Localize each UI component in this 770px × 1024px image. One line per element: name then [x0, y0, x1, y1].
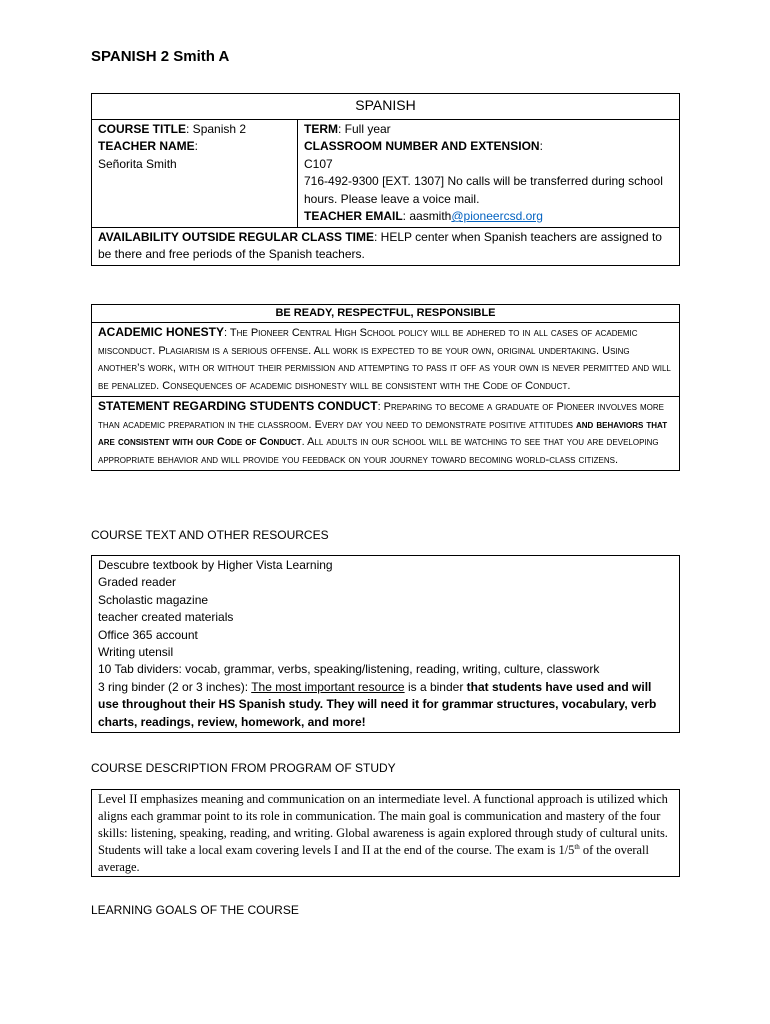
resource-item: teacher created materials	[98, 610, 234, 625]
binder-resource	[98, 679, 673, 731]
student-conduct-text-1: : Preparing to become a graduate of Pioneer involves more than academic preparation in the classroom. Every day you need to demonstrate positive attitudes	[98, 401, 665, 431]
academic-honesty-cell	[92, 323, 680, 397]
description-label: COURSE DESCRIPTION FROM PROGRAM OF STUDY	[91, 761, 396, 775]
page-title: SPANISH 2 Smith A	[91, 48, 230, 65]
academic-honesty-label: ACADEMIC HONESTY	[98, 325, 225, 339]
resource-item: Writing utensil	[98, 645, 174, 660]
student-conduct-text-2: . All adults in our school will be watching to see that you are developing appropriate behavior and will provide you feedback on your journey toward becoming world-class citizens.	[98, 436, 659, 466]
term-label: TERM	[304, 121, 338, 136]
resources-box	[91, 555, 680, 733]
student-conduct-cell	[92, 397, 680, 471]
classroom-label: CLASSROOM NUMBER AND EXTENSION	[304, 139, 540, 153]
course-teacher-cell	[92, 119, 298, 227]
phone-extension: 716-492-9300 [EXT. 1307] No calls will be transferred during school hours. Please leave a voice mail.	[304, 174, 663, 206]
resource-item: Descubre textbook by Higher Vista Learning	[98, 558, 333, 572]
description-superscript: th	[574, 842, 580, 851]
student-conduct-bold: and behaviors that are consistent with our Code of Conduct	[98, 418, 668, 448]
teacher-email-prefix: : aasmith	[402, 209, 452, 223]
resource-item: 10 Tab dividers: vocab, grammar, verbs, speaking/listening, reading, writing, culture, classwork	[98, 662, 600, 677]
term-line	[304, 121, 673, 139]
teacher-name-label: TEACHER NAME	[98, 139, 195, 153]
teacher-name-value: Señorita Smith	[98, 156, 177, 171]
course-title-line	[98, 121, 291, 139]
binder-prefix: 3 ring binder (2 or 3 inches):	[98, 679, 252, 694]
term-classroom-cell	[298, 119, 680, 227]
resources-label: COURSE TEXT AND OTHER RESOURCES	[91, 528, 329, 542]
description-text-end: of the overall average.	[98, 843, 649, 874]
course-title-label: COURSE TITLE	[98, 121, 187, 136]
availability-cell	[92, 227, 680, 265]
availability-label: AVAILABILITY OUTSIDE REGULAR CLASS TIME	[98, 229, 375, 244]
student-conduct-label: STATEMENT REGARDING STUDENTS CONDUCT	[98, 399, 378, 413]
teacher-name-line	[98, 138, 291, 156]
resource-item: Scholastic magazine	[98, 592, 209, 607]
info-table-header: SPANISH	[92, 94, 680, 120]
resource-item: Office 365 account	[98, 627, 198, 642]
description-box	[91, 789, 680, 877]
course-title-value: : Spanish 2	[186, 121, 247, 136]
academic-honesty-text: : The Pioneer Central High School policy will be adhered to in all cases of academic misconduct. Plagiarism is a serious offense. All work is expected to be your own, original undertaking. Using another’s work, with or without their permission and attempting to pass it off as your own is never permitted and will be penalized. Consequences of academic dishonesty will be consistent with the Code of Conduct.	[98, 327, 671, 392]
teacher-email-line	[304, 208, 673, 226]
resource-item: Graded reader	[98, 575, 177, 590]
term-value: : Full year	[338, 121, 391, 136]
binder-mid: is a binder	[404, 679, 467, 694]
binder-underlined: The most important resource	[251, 679, 405, 694]
teacher-email-label: TEACHER EMAIL	[304, 209, 403, 223]
binder-bold: that students have used and will use throughout their HS Spanish study. They will need it for grammar structures, vocabulary, verb charts, readings, review, homework, and more!	[98, 679, 657, 729]
availability-value: : HELP center when Spanish teachers are assigned to be there and free periods of the Spanish teachers.	[98, 229, 662, 261]
classroom-colon: :	[539, 139, 543, 153]
learning-goals-label: LEARNING GOALS OF THE COURSE	[91, 903, 299, 917]
conduct-table	[91, 304, 680, 471]
classroom-line	[304, 138, 673, 156]
teacher-email-link[interactable]: @pioneercsd.org	[451, 209, 543, 223]
conduct-table-header: BE READY, RESPECTFUL, RESPONSIBLE	[92, 305, 680, 323]
course-info-table	[91, 93, 680, 266]
room-number: C107	[304, 156, 333, 171]
description-text: Level II emphasizes meaning and communication on an intermediate level. A functional approach is utilized which aligns each grammar point to its role in communication. The main goal is communication and mastery of the four skills: listening, speaking, reading, and writing. Global awareness is again explored through study of cultural units. Students will take a local exam covering levels I and II at the end of the course. The exam is 1/5	[98, 792, 668, 857]
teacher-name-colon: :	[194, 139, 199, 153]
